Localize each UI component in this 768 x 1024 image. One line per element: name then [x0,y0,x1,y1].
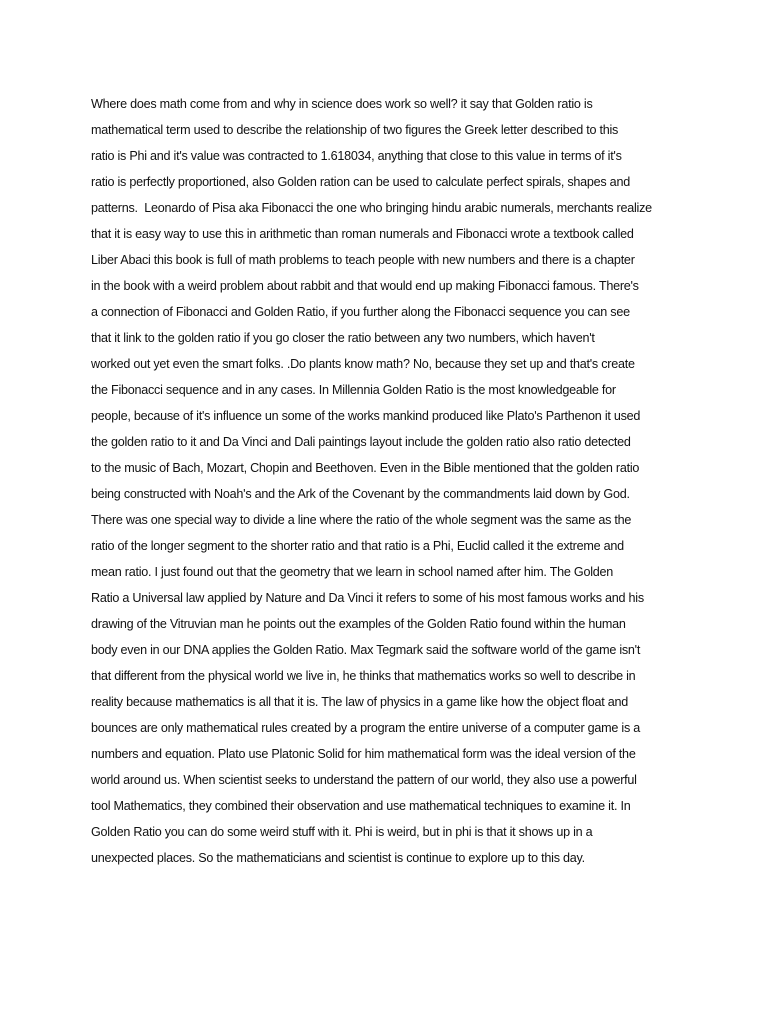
paragraph-line: the Fibonacci sequence and in any cases. In Millennia Golden Ratio is the most knowledgeable for [91,383,616,397]
paragraph-line: that it link to the golden ratio if you go closer the ratio between any two numbers, which haven't [91,331,595,345]
paragraph-line: ratio is Phi and it's value was contracted to 1.618034, anything that close to this value in terms of it's [91,149,622,163]
paragraph-line: Golden Ratio you can do some weird stuff with it. Phi is weird, but in phi is that it shows up in a [91,825,593,839]
paragraph-line: being constructed with Noah's and the Ark of the Covenant by the commandments laid down by God. [91,487,630,501]
essay-paragraph [91,91,691,871]
paragraph-line: tool Mathematics, they combined their observation and use mathematical techniques to examine it. In [91,799,631,813]
paragraph-line: the golden ratio to it and Da Vinci and Dali paintings layout include the golden ratio also ratio detected [91,435,631,449]
paragraph-line: body even in our DNA applies the Golden Ratio. Max Tegmark said the software world of the game isn't [91,643,641,657]
paragraph-line: patterns. Leonardo of Pisa aka Fibonacci the one who bringing hindu arabic numerals, merchants realize [91,201,652,215]
paragraph-line: Where does math come from and why in science does work so well? it say that Golden ratio is [91,97,593,111]
paragraph-line: Liber Abaci this book is full of math problems to teach people with new numbers and there is a chapter [91,253,635,267]
paragraph-line: to the music of Bach, Mozart, Chopin and Beethoven. Even in the Bible mentioned that the golden ratio [91,461,640,475]
paragraph-line: world around us. When scientist seeks to understand the pattern of our world, they also use a powerful [91,773,637,787]
paragraph-line: mean ratio. I just found out that the geometry that we learn in school named after him. The Golden [91,565,614,579]
paragraph-line: bounces are only mathematical rules created by a program the entire universe of a computer game is a [91,721,641,735]
paragraph-line: ratio is perfectly proportioned, also Golden ration can be used to calculate perfect spirals, shapes and [91,175,630,189]
paragraph-line: ratio of the longer segment to the shorter ratio and that ratio is a Phi, Euclid called it the extreme and [91,539,624,553]
paragraph-line: reality because mathematics is all that it is. The law of physics in a game like how the object float and [91,695,629,709]
paragraph-line: mathematical term used to describe the relationship of two figures the Greek letter described to this [91,123,619,137]
paragraph-line: a connection of Fibonacci and Golden Ratio, if you further along the Fibonacci sequence you can see [91,305,630,319]
paragraph-line: There was one special way to divide a line where the ratio of the whole segment was the same as the [91,513,632,527]
paragraph-line: worked out yet even the smart folks. .Do plants know math? No, because they set up and that's create [91,357,635,371]
paragraph-line: Ratio a Universal law applied by Nature and Da Vinci it refers to some of his most famous works and his [91,591,644,605]
paragraph-line: unexpected places. So the mathematicians and scientist is continue to explore up to this day. [91,851,585,865]
paragraph-line: people, because of it's influence un some of the works mankind produced like Plato's Parthenon it used [91,409,641,423]
paragraph-line: that different from the physical world we live in, he thinks that mathematics works so well to describe in [91,669,636,683]
paragraph-line: numbers and equation. Plato use Platonic Solid for him mathematical form was the ideal version of the [91,747,636,761]
paragraph-line: that it is easy way to use this in arithmetic than roman numerals and Fibonacci wrote a textbook called [91,227,634,241]
paragraph-line: drawing of the Vitruvian man he points out the examples of the Golden Ratio found within the human [91,617,626,631]
paragraph-line: in the book with a weird problem about rabbit and that would end up making Fibonacci famous. There's [91,279,639,293]
